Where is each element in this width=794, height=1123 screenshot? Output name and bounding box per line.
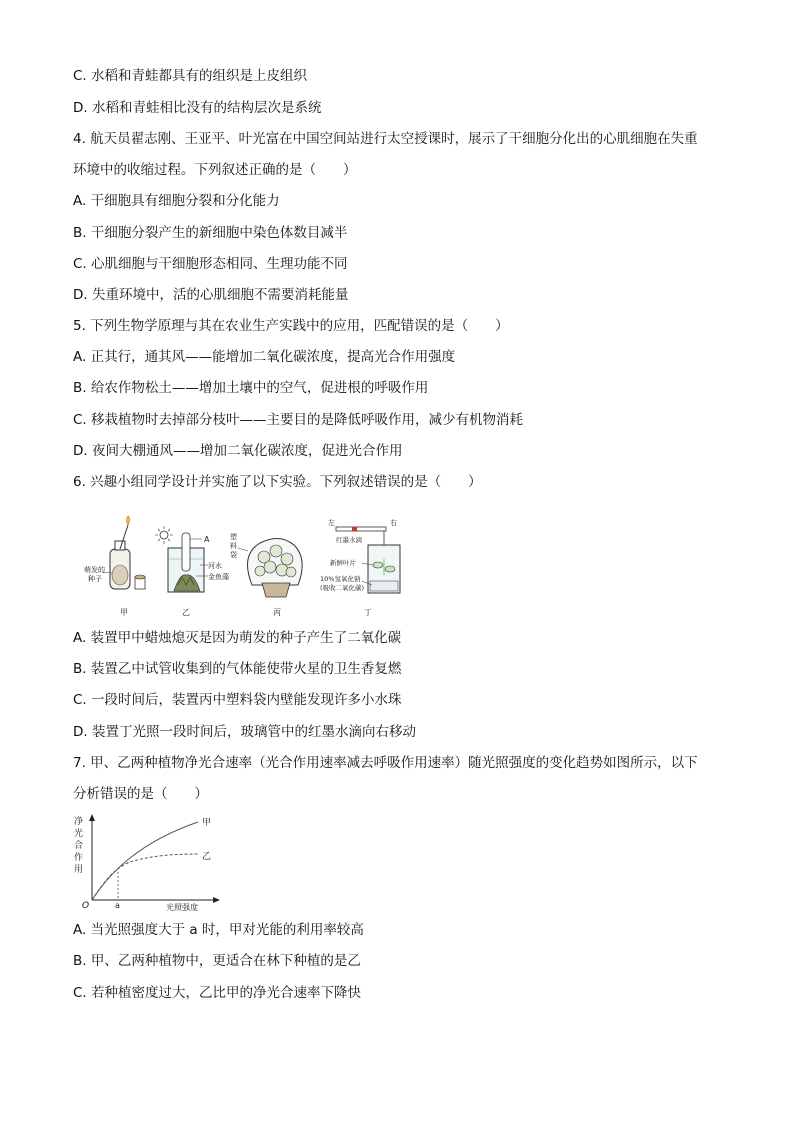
q7-stem-line2: 分析错误的是（ ） (73, 786, 208, 802)
photosynthesis-chart (70, 812, 230, 912)
curve-yi (92, 854, 198, 900)
q4-option-d: D. 失重环境中，活的心肌细胞不需要消耗能量 (73, 287, 349, 303)
series-jia-label: 甲 (202, 818, 212, 828)
setup-bing (230, 532, 302, 617)
a-label: a (115, 901, 120, 910)
label-ding: 丁 (364, 608, 372, 617)
ink-drop-label: 红墨水滴 (336, 536, 362, 544)
ylabel-char: 净 (74, 817, 84, 827)
q7-option-c: C. 若种植密度过大，乙比甲的净光合速率下降快 (73, 985, 362, 1001)
q7-option-a: A. 当光照强度大于 a 时，甲对光能的利用率较高 (73, 922, 364, 938)
y-axis-arrow (89, 814, 95, 821)
point-a-label: A (204, 535, 210, 544)
x-axis-arrow (213, 897, 220, 903)
ylabel-char: 作 (74, 853, 84, 863)
label-jia: 甲 (120, 608, 128, 617)
q5-option-a: A. 正其行，通其风——能增加二氧化碳浓度，提高光合作用强度 (73, 349, 456, 365)
pondweed-label: 金鱼藻 (208, 573, 229, 581)
series-yi-label: 乙 (202, 852, 212, 862)
q4-stem-line1: 4. 航天员翟志刚、王亚平、叶光富在中国空间站进行太空授课时，展示了干细胞分化出的心肌细胞在失重 (73, 131, 698, 147)
q6-option-b: B. 装置乙中试管收集到的气体能使带火星的卫生香复燃 (73, 661, 402, 677)
q5-option-d: D. 夜间大棚通风——增加二氧化碳浓度，促进光合作用 (73, 443, 403, 459)
q6-option-d: D. 装置丁光照一段时间后，玻璃管中的红墨水滴向右移动 (73, 724, 416, 740)
q5-option-c: C. 移栽植物时去掉部分枝叶——主要目的是降低呼吸作用，减少有机物消耗 (73, 412, 524, 428)
q6-option-c: C. 一段时间后，装置丙中塑料袋内壁能发现许多小水珠 (73, 692, 402, 708)
naoh-label-2: (吸收二氧化碳) (320, 584, 365, 592)
setup-jia (84, 516, 145, 617)
bag-label-3: 袋 (230, 551, 237, 559)
bag-label-1: 塑 (230, 533, 237, 541)
q6-stem: 6. 兴趣小组同学设计并实施了以下实验。下列叙述错误的是（ ） (73, 474, 482, 490)
q7-option-b: B. 甲、乙两种植物中，更适合在林下种植的是乙 (73, 953, 361, 969)
curve-jia (92, 822, 198, 900)
q4-option-c: C. 心肌细胞与干细胞形态相同、生理功能不同 (73, 256, 348, 272)
water-label: 河水 (208, 562, 222, 570)
ylabel-char: 合 (74, 841, 84, 851)
seed-label-1: 萌发的 (84, 566, 105, 574)
naoh-label-1: 10%氢氧化钠 (320, 575, 361, 583)
xlabel: 光照强度 (166, 903, 198, 912)
left-label: 左 (328, 519, 335, 527)
bag-label-2: 料 (230, 542, 237, 550)
ylabel-char: 光 (74, 829, 84, 839)
leaf-label: 新鲜叶片 (330, 559, 356, 567)
origin-label: O (82, 901, 90, 911)
label-bing: 丙 (273, 608, 281, 617)
q3-option-c: C. 水稻和青蛙都具有的组织是上皮组织 (73, 68, 308, 84)
seed-label-2: 种子 (88, 575, 102, 583)
q4-option-b: B. 干细胞分裂产生的新细胞中染色体数目减半 (73, 225, 348, 241)
q6-option-a: A. 装置甲中蜡烛熄灭是因为萌发的种子产生了二氧化碳 (73, 630, 402, 646)
setup-ding (320, 518, 400, 617)
q5-option-b: B. 给农作物松土——增加土壤中的空气，促进根的呼吸作用 (73, 380, 429, 396)
right-label: 右 (390, 519, 397, 527)
q4-option-a: A. 干细胞具有细胞分裂和分化能力 (73, 193, 280, 209)
q5-stem: 5. 下列生物学原理与其在农业生产实践中的应用，匹配错误的是（ ） (73, 318, 509, 334)
label-yi: 乙 (182, 608, 190, 617)
setup-yi (155, 526, 229, 617)
q3-option-d: D. 水稻和青蛙相比没有的结构层次是系统 (73, 100, 322, 116)
q7-stem-line1: 7. 甲、乙两种植物净光合速率（光合作用速率减去呼吸作用速率）随光照强度的变化趋势如图所示，以下 (73, 755, 698, 771)
q4-stem-line2: 环境中的收缩过程。下列叙述正确的是（ ） (73, 162, 357, 178)
ylabel-char: 用 (74, 865, 84, 875)
experiment-figure (82, 515, 422, 625)
